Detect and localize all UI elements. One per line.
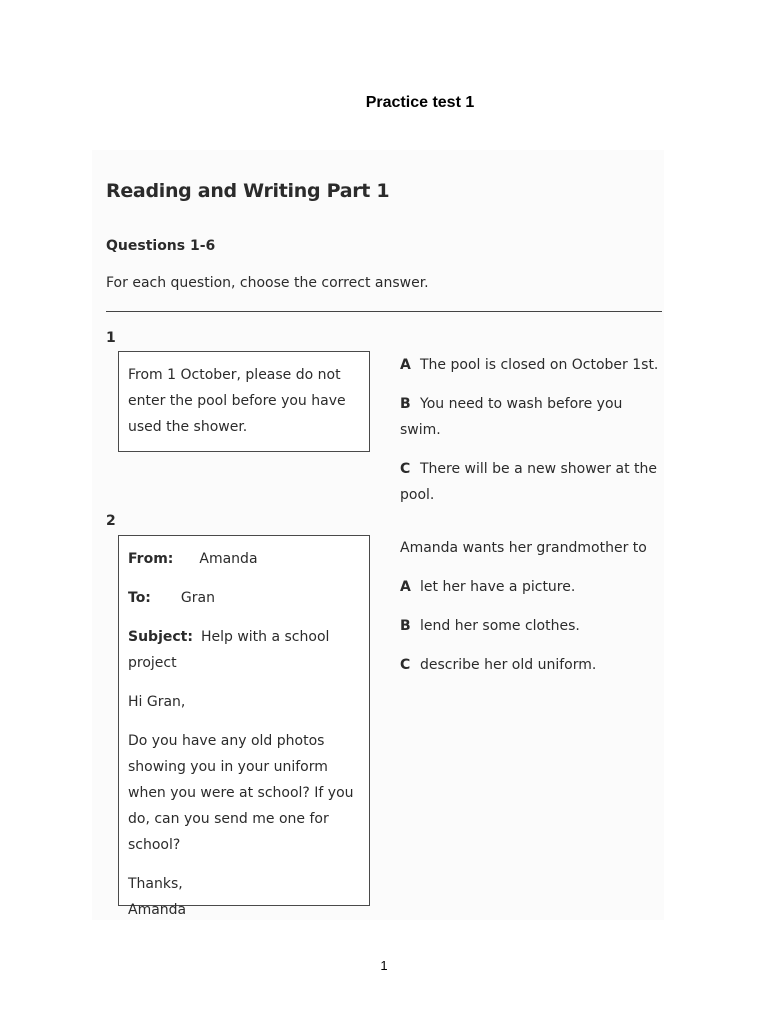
instruction-text: For each question, choose the correct answer. (106, 275, 429, 291)
email-box-2 (118, 535, 370, 918)
email-to-row (128, 585, 359, 611)
option-letter: B (400, 396, 411, 412)
option-b[interactable] (400, 613, 662, 639)
page-number: 1 (380, 958, 388, 973)
options-question-2 (400, 535, 662, 691)
option-letter: C (400, 461, 411, 477)
email-subject-label: Subject: (128, 629, 193, 645)
email-to-label: To: (128, 590, 151, 606)
option-letter: A (400, 357, 411, 373)
email-subject-value: Help with a school project (128, 629, 330, 671)
option-letter: B (400, 618, 411, 634)
question-number-2: 2 (106, 513, 116, 529)
option-c[interactable] (400, 456, 662, 508)
option-a[interactable] (400, 574, 662, 600)
email-subject-row (128, 624, 359, 676)
option-text: You need to wash before you swim. (400, 396, 623, 438)
email-greeting: Hi Gran, (128, 694, 186, 710)
option-a[interactable] (400, 352, 662, 378)
notice-text: From 1 October, please do not enter the pool before you have used the shower. (128, 367, 346, 435)
page-header-title: Practice test 1 (365, 94, 475, 111)
section-title: Reading and Writing Part 1 (106, 180, 390, 202)
option-letter: A (400, 579, 411, 595)
email-signoff-line2: Amanda (128, 902, 187, 918)
notice-box-1 (118, 351, 370, 452)
option-text: let her have a picture. (420, 579, 576, 595)
option-text: lend her some clothes. (420, 618, 580, 634)
option-text: describe her old uniform. (420, 657, 597, 673)
options-question-1 (400, 352, 662, 521)
questions-range: Questions 1-6 (106, 238, 216, 254)
question-stem: Amanda wants her grandmother to (400, 540, 647, 556)
email-from-label: From: (128, 551, 174, 567)
email-body: Do you have any old photos showing you in your uniform when you were at school? If you do, can you send me one for school? (128, 733, 354, 853)
question-number-1: 1 (106, 330, 116, 346)
divider-line (106, 311, 662, 312)
option-b[interactable] (400, 391, 662, 443)
email-signoff-line1: Thanks, (128, 876, 183, 892)
email-from-value: Amanda (199, 551, 258, 567)
email-to-value: Gran (180, 590, 215, 606)
email-from-row (128, 546, 359, 572)
option-letter: C (400, 657, 411, 673)
option-text: There will be a new shower at the pool. (400, 461, 657, 503)
option-text: The pool is closed on October 1st. (420, 357, 659, 373)
option-c[interactable] (400, 652, 662, 678)
